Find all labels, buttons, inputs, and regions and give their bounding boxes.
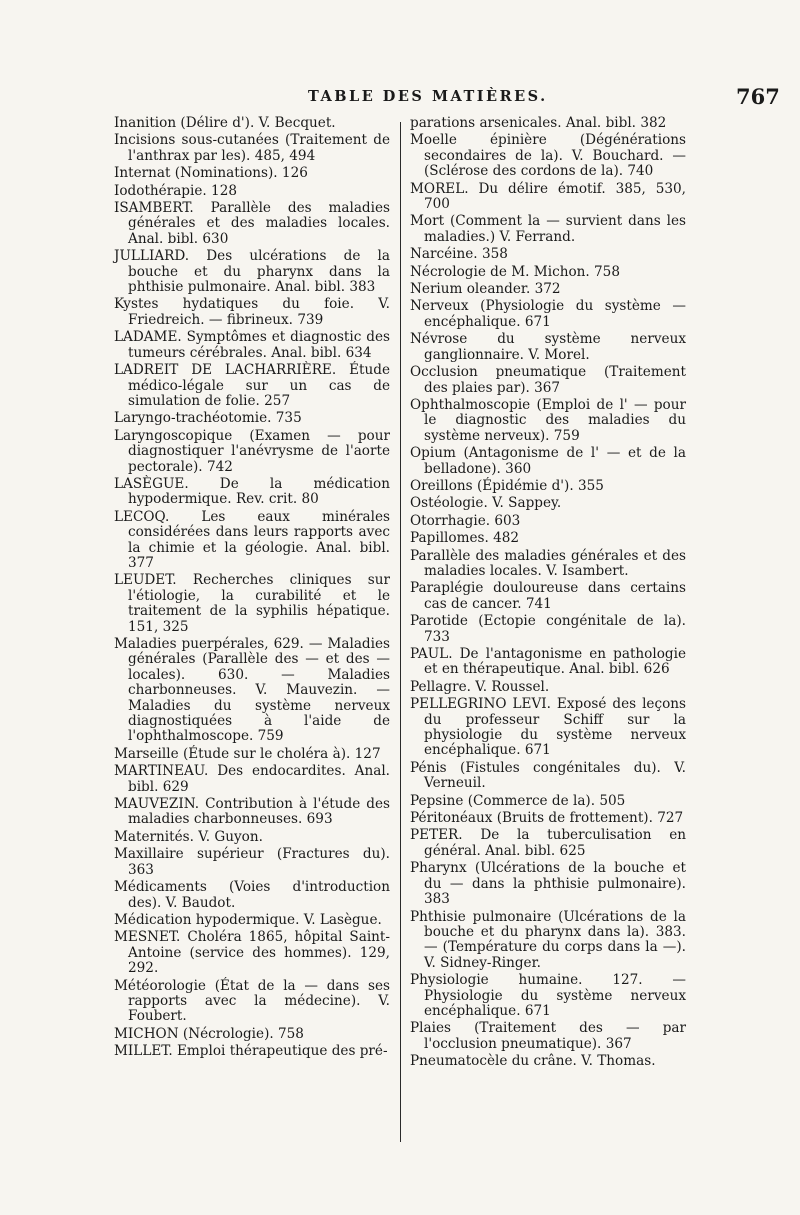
index-entry: Phthisie pulmonaire (Ulcérations de la bouche et du pharynx dans la). 383. — (Température du corps dans la —). V. Sidney-Ringer. xyxy=(410,908,686,971)
index-entry: Parallèle des maladies générales et des maladies locales. V. Isambert. xyxy=(410,547,686,579)
index-entry: Nécrologie de M. Michon. 758 xyxy=(410,263,620,280)
index-entry: Maxillaire supérieur (Fractures du). 363 xyxy=(114,846,390,878)
index-entry: Laryngoscopique (Examen — pour diagnostiquer l'anévrysme de l'aorte pectorale). 742 xyxy=(114,427,390,475)
index-entry: Laryngo-trachéotomie. 735 xyxy=(114,410,302,427)
index-entry: Médicaments (Voies d'introduction des). V. Baudot. xyxy=(114,879,390,911)
column-divider xyxy=(400,122,401,1142)
index-entry: PETER. De la tuberculisation en général. Anal. bibl. 625 xyxy=(410,827,686,859)
index-entry: Parotide (Ectopie congénitale de la). 733 xyxy=(410,613,686,645)
index-entry: Incisions sous-cutanées (Traitement de l'anthrax par les). 485, 494 xyxy=(114,132,390,164)
index-entry: JULLIARD. Des ulcérations de la bouche et du pharynx dans la phthisie pulmonaire. Anal. bibl. 383 xyxy=(114,248,390,296)
index-entry: Kystes hydatiques du foie. V. Friedreich. — fibrineux. 739 xyxy=(114,296,390,328)
index-column-right xyxy=(410,116,686,1146)
index-entry: MESNET. Choléra 1865, hôpital Saint-Antoine (service des hommes). 129, 292. xyxy=(114,929,390,977)
index-entry: Pénis (Fistules congénitales du). V. Verneuil. xyxy=(410,759,686,792)
index-entry: Maternités. V. Guyon. xyxy=(114,828,263,845)
index-entry: LADAME. Symptômes et diagnostic des tumeurs cérébrales. Anal. bibl. 634 xyxy=(114,329,390,361)
index-entry: MOREL. Du délire émotif. 385, 530, 700 xyxy=(410,180,686,213)
index-entry: ISAMBERT. Parallèle des maladies générales et des maladies locales. Anal. bibl. 630 xyxy=(114,200,390,247)
index-entry: LADREIT DE LACHARRIÈRE. Étude médico-légale sur un cas de simulation de folie. 257 xyxy=(114,362,390,409)
index-entry: Internat (Nominations). 126 xyxy=(114,165,308,182)
index-entry: Physiologie humaine. 127. — Physiologie du système nerveux encéphalique. 671 xyxy=(410,972,686,1019)
index-entry: Ophthalmoscopie (Emploi de l' — pour le diagnostic des maladies du système nerveux). 759 xyxy=(410,396,686,444)
index-entry: Iodothérapie. 128 xyxy=(114,182,237,199)
index-entry: LECOQ. Les eaux minérales considérées dans leurs rapports avec la chimie et la géologie. Anal. bibl. 377 xyxy=(114,508,390,571)
page-number: 767 xyxy=(736,84,780,109)
index-entry: Occlusion pneumatique (Traitement des plaies par). 367 xyxy=(410,364,686,396)
index-entry: MARTINEAU. Des endocardites. Anal. bibl. 629 xyxy=(114,763,390,795)
index-column-left xyxy=(114,116,390,1146)
index-entry: MAUVEZIN. Contribution à l'étude des maladies charbonneuses. 693 xyxy=(114,796,390,828)
index-entry: LASÈGUE. De la médication hypodermique. Rev. crit. 80 xyxy=(114,475,390,508)
index-entry: Nerveux (Physiologie du système — encéphalique. 671 xyxy=(410,298,686,330)
index-entry: MILLET. Emploi thérapeutique des pré- xyxy=(114,1043,388,1060)
index-entry: Plaies (Traitement des — par l'occlusion pneumatique). 367 xyxy=(410,1020,686,1052)
index-entry: Pharynx (Ulcérations de la bouche et du — dans la phthisie pulmonaire). 383 xyxy=(410,860,686,908)
index-entry: Paraplégie douloureuse dans certains cas de cancer. 741 xyxy=(410,580,686,612)
index-entry: Pepsine (Commerce de la). 505 xyxy=(410,792,626,809)
index-entry: Pellagre. V. Roussel. xyxy=(410,678,550,695)
index-entry: Inanition (Délire d'). V. Becquet. xyxy=(114,115,336,131)
index-entry: Marseille (Étude sur le choléra à). 127 xyxy=(114,745,381,762)
index-entry: parations arsenicales. Anal. bibl. 382 xyxy=(410,115,667,131)
index-entry: Moelle épinière (Dégénérations secondaires de la). V. Bouchard. — (Sclérose des cordons de la). 740 xyxy=(410,132,686,180)
index-entry: Narcéine. 358 xyxy=(410,246,508,263)
running-title: TABLE DES MATIÈRES. xyxy=(308,88,548,105)
running-head xyxy=(0,84,800,114)
index-entry: Maladies puerpérales, 629. — Maladies générales (Parallèle des — et des — locales). 630. — Maladies charbonneuses. V. Mauvezin. — Maladies du système nerveux diagnostiquées à l'aide de l'ophthalmoscope. 759 xyxy=(114,636,390,745)
index-entry: Ostéologie. V. Sappey. xyxy=(410,495,562,512)
index-entry: Névrose du système nerveux ganglionnaire. V. Morel. xyxy=(410,331,686,363)
index-entry: Météorologie (État de la — dans ses rapports avec la médecine). V. Foubert. xyxy=(114,977,390,1025)
index-entry: PELLEGRINO LEVI. Exposé des leçons du professeur Schiff sur la physiologie du système nerveux encéphalique. 671 xyxy=(410,696,686,759)
index-entry: Opium (Antagonisme de l' — et de la belladone). 360 xyxy=(410,445,686,477)
index-entry: Oreillons (Épidémie d'). 355 xyxy=(410,477,604,494)
index-entry: PAUL. De l'antagonisme en pathologie et en thérapeutique. Anal. bibl. 626 xyxy=(410,646,686,678)
index-entry: Pneumatocèle du crâne. V. Thomas. xyxy=(410,1053,656,1070)
index-entry: LEUDET. Recherches cliniques sur l'étiologie, la curabilité et le traitement de la syphilis hépatique. 151, 325 xyxy=(114,572,390,635)
index-entry: Médication hypodermique. V. Lasègue. xyxy=(114,911,382,928)
index-entry: MICHON (Nécrologie). 758 xyxy=(114,1025,304,1042)
index-entry: Otorrhagie. 603 xyxy=(410,512,521,529)
index-entry: Mort (Comment la — survient dans les maladies.) V. Ferrand. xyxy=(410,213,686,245)
index-entry: Péritonéaux (Bruits de frottement). 727 xyxy=(410,810,684,827)
index-entry: Nerium oleander. 372 xyxy=(410,281,561,298)
index-entry: Papillomes. 482 xyxy=(410,530,520,547)
